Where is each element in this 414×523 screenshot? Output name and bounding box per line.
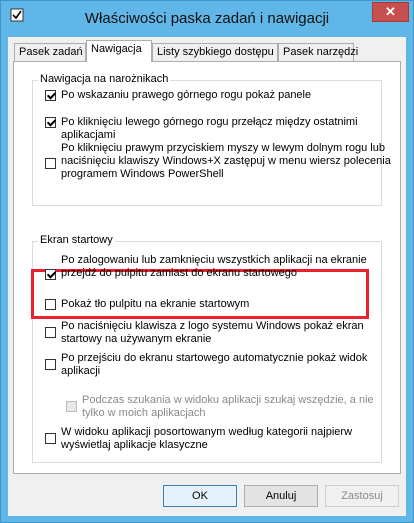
- label-start-on-current-display: [61, 320, 364, 346]
- label-line: Po naciśnięciu klawisza z logo systemu Windows pokaż ekran: [61, 320, 364, 332]
- tab-panel-nawigacja: [13, 61, 401, 474]
- label-line: W widoku aplikacji posortowanym według kategorii najpierw: [61, 426, 353, 438]
- tab-listy-szybkiego-dostepu[interactable]: Listy szybkiego dostępu: [152, 43, 278, 61]
- label-replace-with-powershell: [61, 142, 391, 181]
- checkbox-show-apps-view[interactable]: [45, 359, 56, 370]
- label-line: Podczas szukania w widoku aplikacji szukaj wszędzie, a nie: [82, 394, 374, 406]
- label-search-everywhere: [82, 394, 374, 420]
- checkbox-replace-with-powershell[interactable]: [45, 158, 56, 169]
- cancel-button[interactable]: Anuluj: [244, 485, 318, 507]
- checkbox-desktop-apps-first[interactable]: [45, 433, 56, 444]
- label-line: Po przejściu do ekranu startowego automatycznie pokaż widok: [61, 352, 368, 364]
- close-button[interactable]: ✕: [372, 2, 409, 22]
- group-corner-navigation-label: Nawigacja na narożnikach: [40, 73, 169, 85]
- group-start-screen-label: Ekran startowy: [40, 234, 113, 246]
- label-line: naciśnięciu klawiszy Windows+X zastępuj w menu wiersz polecenia: [61, 155, 391, 167]
- checkbox-search-everywhere[interactable]: [66, 401, 77, 412]
- checkbox-go-to-desktop[interactable]: [45, 269, 56, 280]
- tab-pasek-narzedzi[interactable]: Pasek narzędzi: [278, 43, 354, 61]
- label-line: Po kliknięciu lewego górnego rogu przełącz między ostatnimi: [61, 116, 358, 128]
- label-show-apps-view: [61, 352, 367, 378]
- checkbox-switch-recent-apps[interactable]: [45, 117, 56, 128]
- label-go-to-desktop: [61, 254, 367, 280]
- label-show-charms: [61, 89, 311, 102]
- checkbox-show-charms[interactable]: [45, 90, 56, 101]
- tab-nawigacja[interactable]: Nawigacja: [86, 40, 152, 62]
- label-desktop-background: [61, 298, 249, 311]
- label-line: Po wskazaniu prawego górnego rogu pokaż panele: [61, 89, 312, 101]
- label-line: Po kliknięciu prawym przyciskiem myszy w lewym dolnym rogu lub: [61, 142, 385, 154]
- label-desktop-apps-first: [61, 426, 352, 452]
- apply-button[interactable]: Zastosuj: [325, 485, 399, 507]
- dialog-client-area: [8, 37, 406, 516]
- ok-button[interactable]: OK: [163, 485, 237, 507]
- checkbox-desktop-background[interactable]: [45, 299, 56, 310]
- tab-pasek-zadan[interactable]: Pasek zadań: [14, 43, 86, 61]
- label-line: tylko w moich aplikacjach: [82, 407, 206, 419]
- label-line: przejdź do pulpitu zamiast do ekranu startowego: [61, 267, 298, 279]
- label-line: aplikacjami: [61, 129, 116, 141]
- label-line: Pokaż tło pulpitu na ekranie startowym: [61, 298, 250, 310]
- label-line: programem Windows PowerShell: [61, 168, 224, 180]
- label-line: startowy na używanym ekranie: [61, 333, 212, 345]
- label-line: wyświetlaj aplikacje klasyczne: [61, 439, 208, 451]
- label-switch-recent-apps: [61, 116, 358, 142]
- title-bar: [1, 1, 413, 37]
- checkbox-start-on-current-display[interactable]: [45, 327, 56, 338]
- label-line: Po zalogowaniu lub zamknięciu wszystkich aplikacji na ekranie: [61, 254, 367, 266]
- label-line: aplikacji: [61, 365, 101, 377]
- window-title: Właściwości paska zadań i nawigacji: [84, 10, 330, 27]
